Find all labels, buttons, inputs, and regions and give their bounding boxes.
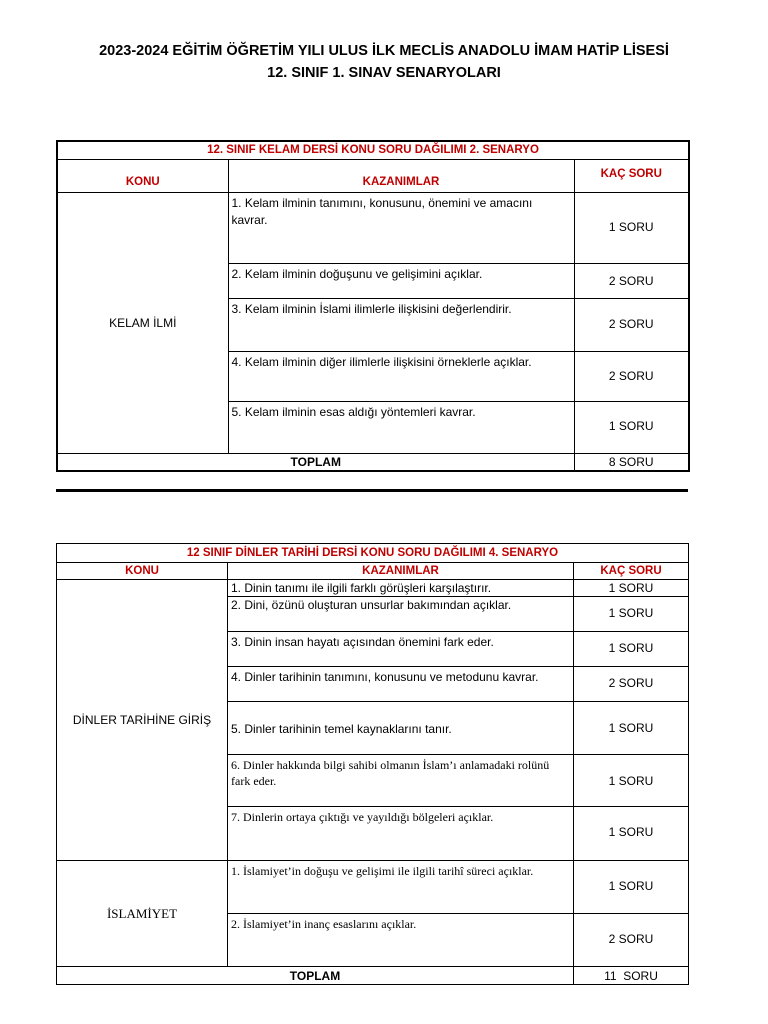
soru-count: 1 SORU bbox=[574, 597, 689, 632]
dinler-col-konu: KONU bbox=[57, 563, 228, 580]
kelam-table bbox=[56, 140, 690, 472]
soru-count: 1 SORU bbox=[574, 755, 689, 807]
table-row bbox=[57, 861, 689, 914]
dinler-tarihi-table bbox=[56, 543, 689, 985]
kazanim-text: 5. Kelam ilminin esas aldığı yöntemleri kavrar. bbox=[228, 401, 574, 453]
dinler-total-value: 11 SORU bbox=[574, 967, 689, 985]
kazanim-text: 7. Dinlerin ortaya çıktığı ve yayıldığı bölgeleri açıklar. bbox=[228, 807, 574, 861]
kazanim-text: 3. Dinin insan hayatı açısından önemini fark eder. bbox=[228, 632, 574, 667]
document-title: 2023-2024 EĞİTİM ÖĞRETİM YILI ULUS İLK MECLİS ANADOLU İMAM HATİP LİSESİ bbox=[99, 43, 669, 59]
document-subtitle: 12. SINIF 1. SINAV SENARYOLARI bbox=[267, 65, 501, 81]
kelam-table-title: 12. SINIF KELAM DERSİ KONU SORU DAĞILIMI 2. SENARYO bbox=[57, 141, 689, 159]
soru-count: 2 SORU bbox=[574, 263, 689, 298]
dinler-col-kazanimlar: KAZANIMLAR bbox=[228, 563, 574, 580]
soru-count: 2 SORU bbox=[574, 914, 689, 967]
kelam-total-label: TOPLAM bbox=[57, 453, 574, 471]
dinler-col-kac-soru: KAÇ SORU bbox=[574, 563, 689, 580]
soru-count: 1 SORU bbox=[574, 861, 689, 914]
soru-count: 2 SORU bbox=[574, 351, 689, 401]
kazanim-text: 1. İslamiyet’in doğuşu ve gelişimi ile ilgili tarihî süreci açıklar. bbox=[228, 861, 574, 914]
soru-count: 1 SORU bbox=[574, 807, 689, 861]
dinler-total-label: TOPLAM bbox=[57, 967, 574, 985]
kelam-col-kazanimlar: KAZANIMLAR bbox=[228, 159, 574, 192]
kelam-col-kac-soru: KAÇ SORU bbox=[574, 159, 689, 192]
dinler-topic-islamiyet: İSLAMİYET bbox=[57, 861, 228, 967]
kazanim-text: 5. Dinler tarihinin temel kaynaklarını tanır. bbox=[228, 702, 574, 755]
dinler-topic-giris: DİNLER TARİHİNE GİRİŞ bbox=[57, 580, 228, 861]
kelam-total-value: 8 SORU bbox=[574, 453, 689, 471]
table-row bbox=[57, 580, 689, 597]
kazanim-text: 1. Dinin tanımı ile ilgili farklı görüşleri karşılaştırır. bbox=[228, 580, 574, 597]
kazanim-text: 3. Kelam ilminin İslami ilimlerle ilişkisini değerlendirir. bbox=[228, 298, 574, 351]
soru-count: 1 SORU bbox=[574, 702, 689, 755]
soru-count: 1 SORU bbox=[574, 632, 689, 667]
dinler-table-title: 12 SINIF DİNLER TARİHİ DERSİ KONU SORU DAĞILIMI 4. SENARYO bbox=[57, 544, 689, 563]
kelam-col-konu: KONU bbox=[57, 159, 228, 192]
soru-count: 2 SORU bbox=[574, 298, 689, 351]
table-row bbox=[57, 192, 689, 263]
soru-count: 1 SORU bbox=[574, 192, 689, 263]
kazanim-text: 4. Dinler tarihinin tanımını, konusunu ve metodunu kavrar. bbox=[228, 667, 574, 702]
kazanim-text: 6. Dinler hakkında bilgi sahibi olmanın İslam’ı anlamadaki rolünü fark eder. bbox=[228, 755, 574, 807]
soru-count: 2 SORU bbox=[574, 667, 689, 702]
kazanim-text: 4. Kelam ilminin diğer ilimlerle ilişkisini örneklerle açıklar. bbox=[228, 351, 574, 401]
kelam-topic: KELAM İLMİ bbox=[57, 192, 228, 453]
soru-count: 1 SORU bbox=[574, 401, 689, 453]
kazanim-text: 1. Kelam ilminin tanımını, konusunu, önemini ve amacını kavrar. bbox=[228, 192, 574, 263]
kazanim-text: 2. Kelam ilminin doğuşunu ve gelişimini açıklar. bbox=[228, 263, 574, 298]
section-divider bbox=[56, 489, 688, 492]
soru-count: 1 SORU bbox=[574, 580, 689, 597]
kazanim-text: 2. İslamiyet’in inanç esaslarını açıklar. bbox=[228, 914, 574, 967]
kazanim-text: 2. Dini, özünü oluşturan unsurlar bakımından açıklar. bbox=[228, 597, 574, 632]
